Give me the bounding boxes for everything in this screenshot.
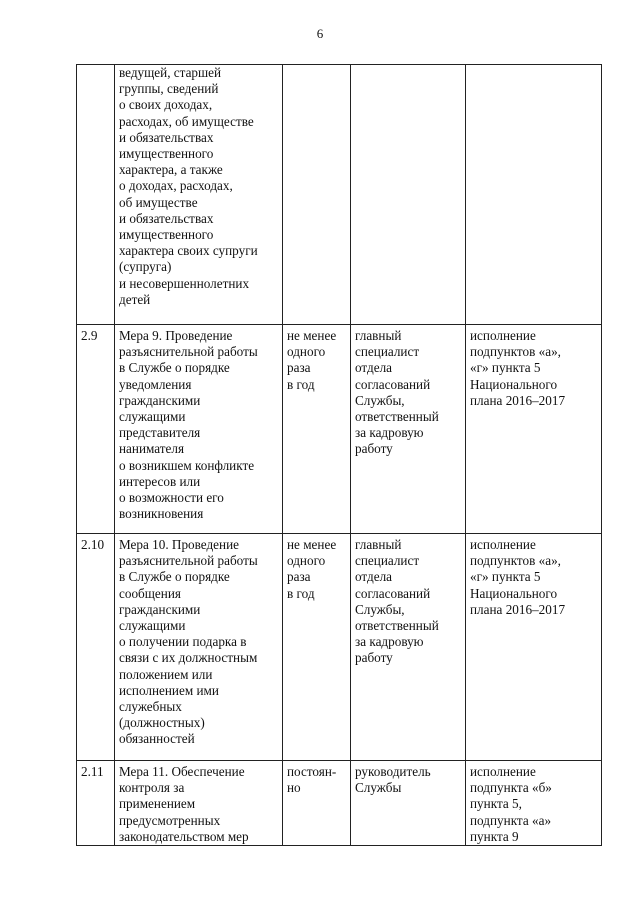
term-cell [283,65,351,325]
execution-cell: исполнение подпункта «б» пункта 5, подпункта «а» пункта 9 [466,761,602,846]
table-row [77,325,602,534]
responsible-cell: руководитель Службы [351,761,466,846]
table-row [77,761,602,846]
execution-cell: исполнение подпунктов «а», «г» пункта 5 Национального плана 2016–2017 [466,534,602,761]
row-number-cell: 2.10 [77,534,115,761]
measure-cell: Мера 9. Проведение разъяснительной работы в Службе о порядке уведомления гражданскими служащими представителя нанимателя о возникшем конфликте интересов или о возможности его возникновения [115,325,283,534]
execution-cell: исполнение подпунктов «а», «г» пункта 5 Национального плана 2016–2017 [466,325,602,534]
term-cell: не менее одного раза в год [283,325,351,534]
table-row [77,65,602,325]
measures-table [76,64,602,846]
table-row [77,534,602,761]
page-number: 6 [316,26,324,41]
row-number-cell: 2.11 [77,761,115,846]
term-cell: не менее одного раза в год [283,534,351,761]
measure-cell: ведущей, старшей группы, сведений о своих доходах, расходах, об имуществе и обязательствах имущественного характера, а также о доходах, расходах, об имуществе и обязательствах имущественного характера своих супруги (супруга) и несовершеннолетних детей [115,65,283,325]
responsible-cell [351,65,466,325]
measure-cell: Мера 11. Обеспечение контроля за применением предусмотренных законодательством мер [115,761,283,846]
measure-cell: Мера 10. Проведение разъяснительной работы в Службе о порядке сообщения гражданскими служащими о получении подарка в связи с их должностным положением или исполнением ими служебных (должностных) обязанностей [115,534,283,761]
term-cell: постоян- но [283,761,351,846]
row-number-cell [77,65,115,325]
row-number-cell: 2.9 [77,325,115,534]
execution-cell [466,65,602,325]
responsible-cell: главный специалист отдела согласований Службы, ответственный за кадровую работу [351,325,466,534]
responsible-cell: главный специалист отдела согласований Службы, ответственный за кадровую работу [351,534,466,761]
